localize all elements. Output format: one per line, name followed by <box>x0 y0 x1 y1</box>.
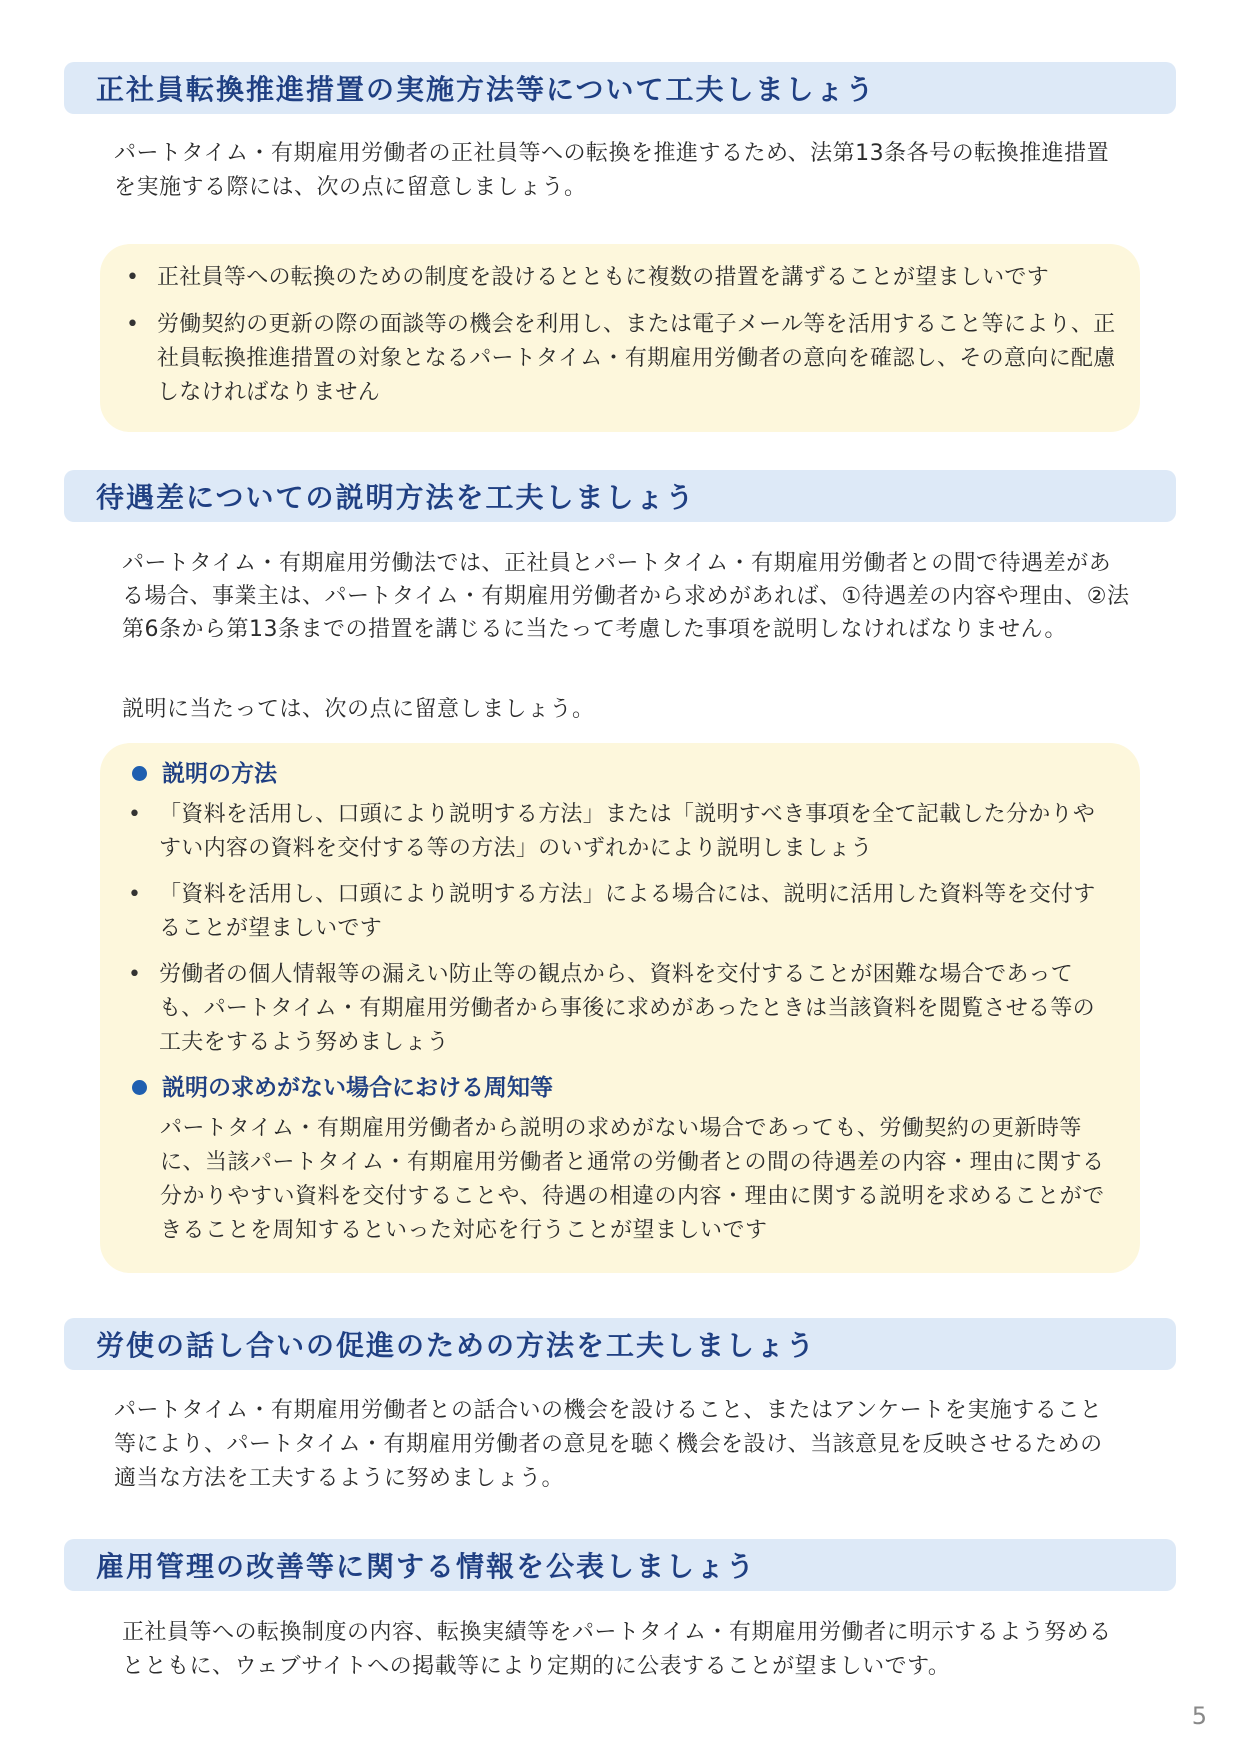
section-heading-conversion <box>64 62 1176 114</box>
section-heading-text: 待遇差についての説明方法を工夫しましょう <box>96 481 696 514</box>
subheading-notice <box>132 1071 553 1105</box>
section-heading-text: 正社員転換推進措置の実施方法等について工夫しましょう <box>96 73 876 106</box>
section-paragraph: パートタイム・有期雇用労働者の正社員等への転換を推進するため、法第13条各号の転換推進措置を実施する際には、次の点に留意しましょう。 <box>114 141 1110 200</box>
subheading-text: 説明の求めがない場合における周知等 <box>162 1075 553 1101</box>
subheading-method <box>132 757 277 791</box>
subheading-text: 説明の方法 <box>162 761 277 787</box>
section-paragraph: パートタイム・有期雇用労働法では、正社員とパートタイム・有期雇用労働者との間で待遇差がある場合、事業主は、パートタイム・有期雇用労働者から求めがあれば、①待遇差の内容や理由、②法第6条から第13条までの措置を講じるに当たって考慮した事項を説明しなければなりません。 <box>122 551 1130 642</box>
list-item: • 労働者の個人情報等の漏えい防止等の観点から、資料を交付することが困難な場合であっても、パートタイム・有期雇用労働者から事後に求めがあったときは当該資料を閲覧させる等の工夫をするよう努めましょう <box>128 958 1108 1060</box>
section-paragraph-note: 説明に当たっては、次の点に留意しましょう。 <box>122 697 595 722</box>
list-item: • 「資料を活用し、口頭により説明する方法」による場合には、説明に活用した資料等を交付することが望ましいです <box>128 878 1108 946</box>
section-heading-text: 労使の話し合いの促進のための方法を工夫しましょう <box>96 1329 817 1362</box>
section-heading-text: 雇用管理の改善等に関する情報を公表しましょう <box>96 1550 757 1583</box>
section-heading-explanation <box>64 470 1176 522</box>
page-number: 5 <box>1191 1702 1207 1730</box>
section-heading-dialogue <box>64 1318 1176 1370</box>
list-item: • 「資料を活用し、口頭により説明する方法」または「説明すべき事項を全て記載した分かりやすい内容の資料を交付する等の方法」のいずれかにより説明しましょう <box>128 798 1108 866</box>
section-paragraph: 正社員等への転換制度の内容、転換実績等をパートタイム・有期雇用労働者に明示するよう努めるとともに、ウェブサイトへの掲載等により定期的に公表することが望ましいです。 <box>122 1620 1112 1679</box>
section-heading-disclosure <box>64 1539 1176 1591</box>
list-item: • 正社員等への転換のための制度を設けるとともに複数の措置を講ずることが望ましいです <box>126 261 1116 295</box>
section-paragraph: パートタイム・有期雇用労働者との話合いの機会を設けること、またはアンケートを実施すること等により、パートタイム・有期雇用労働者の意見を聴く機会を設け、当該意見を反映させるための適当な方法を工夫するように努めましょう。 <box>114 1398 1103 1491</box>
bullet-list-conversion <box>126 261 1116 410</box>
list-item: • 労働契約の更新の際の面談等の機会を利用し、または電子メール等を活用すること等により、正社員転換推進措置の対象となるパートタイム・有期雇用労働者の意向を確認し、その意向に配慮しなければなりません <box>126 308 1116 410</box>
bullet-dot-icon <box>132 766 147 781</box>
sub-paragraph: パートタイム・有期雇用労働者から説明の求めがない場合であっても、労働契約の更新時等に、当該パートタイム・有期雇用労働者と通常の労働者との間の待遇差の内容・理由に関する分かりやすい資料を交付することや、待遇の相違の内容・理由に関する説明を求めることができることを周知するといった対応を行うことが望ましいです <box>160 1116 1105 1243</box>
bullet-dot-icon <box>132 1080 147 1095</box>
bullet-list-explanation <box>128 798 1108 1060</box>
